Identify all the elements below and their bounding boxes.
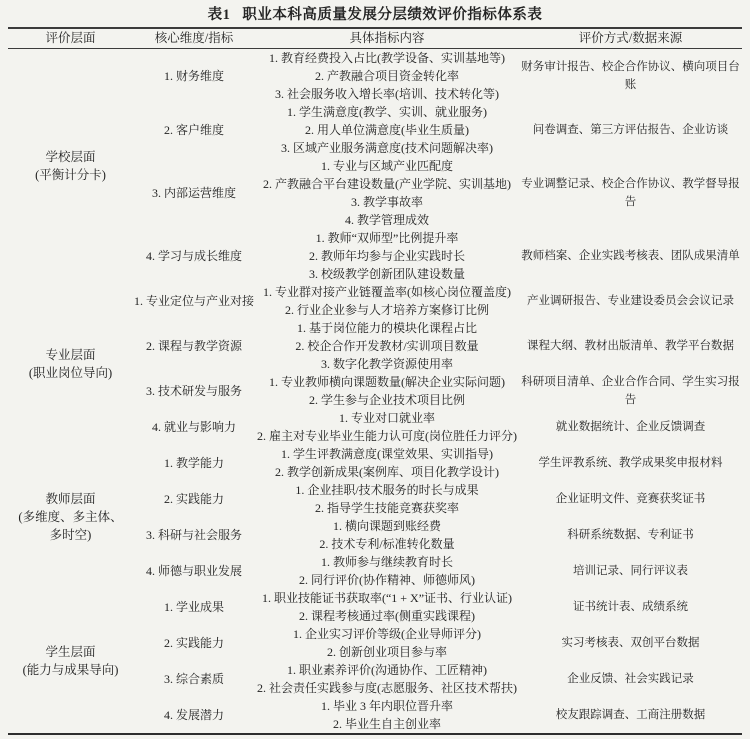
indicator-line: 1. 教育经费投入占比(教学设备、实训基地等)	[269, 51, 505, 65]
dimension-cell	[133, 49, 255, 104]
evaluation-level-line: (多维度、多主体、	[18, 510, 123, 524]
dimension-label: 2. 课程与教学资源	[145, 339, 242, 353]
indicator-line: 1. 教师参与继续教育时长	[320, 555, 453, 569]
dimension-cell	[133, 697, 255, 734]
dimension-label: 3. 内部运营维度	[151, 186, 236, 200]
source-cell	[519, 319, 742, 373]
dimension-cell	[133, 319, 255, 373]
evaluation-level-line: 多时空)	[49, 528, 92, 542]
indicator-line: 1. 专业群对接产业链覆盖率(如核心岗位覆盖度)	[263, 285, 511, 299]
indicator-line: 2. 学生参与企业技术项目比例	[308, 393, 465, 407]
indicators-cell	[255, 445, 519, 481]
table-row	[8, 283, 742, 319]
source-cell	[519, 445, 742, 481]
indicators-cell	[255, 283, 519, 319]
indicator-line: 2. 社会责任实践参与度(志愿服务、社区技术帮扶)	[257, 681, 517, 695]
source-cell	[519, 481, 742, 517]
source-text: 科研系统数据、专利证书	[567, 529, 694, 541]
dimension-label: 1. 财务维度	[163, 69, 224, 83]
dimension-cell	[133, 103, 255, 157]
source-cell	[519, 553, 742, 589]
dimension-cell	[133, 589, 255, 625]
table-title-text: 职业本科高质量发展分层绩效评价指标体系表	[242, 7, 543, 23]
indicator-line: 1. 企业实习评价等级(企业导师评分)	[293, 627, 481, 641]
source-text: 产业调研报告、专业建设委员会会议记录	[527, 295, 734, 307]
evaluation-level-line: 学校层面	[45, 150, 96, 164]
evaluation-level-line: 专业层面	[45, 348, 96, 362]
evaluation-level-cell	[8, 589, 133, 734]
indicators-cell	[255, 661, 519, 697]
indicator-line: 1. 学生评教满意度(课堂效果、实训指导)	[281, 447, 493, 461]
evaluation-level-cell	[8, 49, 133, 284]
source-cell	[519, 49, 742, 104]
indicators-cell	[255, 409, 519, 445]
table-body	[8, 49, 742, 735]
indicator-line: 2. 产教融合平台建设数量(产业学院、实训基地)	[263, 177, 511, 191]
table-header	[8, 28, 742, 49]
source-text: 企业反馈、社会实践记录	[567, 673, 694, 685]
source-text: 专业调整记录、校企合作协议、教学督导报告	[521, 178, 740, 208]
indicators-cell	[255, 517, 519, 553]
indicators-cell	[255, 49, 519, 104]
indicator-line: 2. 技术专利/标准转化数量	[319, 537, 455, 551]
indicator-line: 2. 行业企业参与人才培养方案修订比例	[284, 303, 489, 317]
indicator-line: 2. 教师年均参与企业实践时长	[308, 249, 465, 263]
source-text: 科研项目清单、企业合作合同、学生实习报告	[521, 376, 740, 406]
indicator-line: 1. 横向课题到账经费	[332, 519, 441, 533]
indicators-cell	[255, 157, 519, 229]
source-text: 财务审计报告、校企合作协议、横向项目台账	[521, 61, 740, 91]
dimension-cell	[133, 157, 255, 229]
indicator-line: 2. 同行评价(协作精神、师德师风)	[299, 573, 475, 587]
dimension-label: 1. 专业定位与产业对接	[133, 294, 254, 308]
dimension-label: 4. 学习与成长维度	[145, 249, 242, 263]
indicator-line: 1. 基于岗位能力的模块化课程占比	[296, 321, 477, 335]
dimension-cell	[133, 373, 255, 409]
indicator-table	[8, 27, 742, 735]
dimension-label: 2. 客户维度	[163, 123, 224, 137]
indicators-cell	[255, 625, 519, 661]
indicator-line: 2. 校企合作开发教材/实训项目数量	[295, 339, 479, 353]
indicator-line: 3. 社会服务收入增长率(培训、技术转化等)	[275, 87, 499, 101]
indicator-line: 2. 产教融合项目资金转化率	[314, 69, 459, 83]
source-cell	[519, 697, 742, 734]
source-cell	[519, 589, 742, 625]
header-core-dimension: 核心维度/指标	[133, 28, 255, 49]
indicator-line: 1. 职业素养评价(沟通协作、工匠精神)	[287, 663, 487, 677]
indicator-line: 1. 毕业 3 年内职位晋升率	[320, 699, 453, 713]
source-text: 问卷调查、第三方评估报告、企业访谈	[532, 124, 729, 136]
evaluation-level-line: (职业岗位导向)	[28, 366, 113, 380]
dimension-label: 2. 实践能力	[163, 492, 224, 506]
source-text: 实习考核表、双创平台数据	[561, 637, 700, 649]
dimension-cell	[133, 445, 255, 481]
indicators-cell	[255, 589, 519, 625]
source-text: 证书统计表、成绩系统	[573, 601, 688, 613]
indicator-line: 3. 数字化教学资源使用率	[320, 357, 453, 371]
source-cell	[519, 661, 742, 697]
dimension-label: 1. 学业成果	[163, 600, 224, 614]
evaluation-level-line: 学生层面	[45, 645, 96, 659]
indicators-cell	[255, 553, 519, 589]
source-cell	[519, 229, 742, 283]
source-cell	[519, 625, 742, 661]
source-cell	[519, 103, 742, 157]
dimension-label: 1. 教学能力	[163, 456, 224, 470]
table-number: 表1	[207, 7, 231, 23]
indicator-line: 2. 课程考核通过率(侧重实践课程)	[299, 609, 475, 623]
table-title	[8, 0, 742, 27]
indicator-line: 1. 职业技能证书获取率(“1 + X”证书、行业认证)	[261, 591, 513, 605]
dimension-label: 2. 实践能力	[163, 636, 224, 650]
dimension-label: 4. 师德与职业发展	[145, 564, 242, 578]
source-cell	[519, 373, 742, 409]
indicators-cell	[255, 373, 519, 409]
dimension-cell	[133, 409, 255, 445]
indicator-line: 4. 教学管理成效	[344, 213, 429, 227]
dimension-label: 4. 就业与影响力	[151, 420, 236, 434]
source-text: 就业数据统计、企业反馈调查	[555, 421, 706, 433]
dimension-label: 3. 综合素质	[163, 672, 224, 686]
source-cell	[519, 157, 742, 229]
source-text: 教师档案、企业实践考核表、团队成果清单	[521, 250, 740, 262]
source-cell	[519, 283, 742, 319]
evaluation-level-line: (平衡计分卡)	[35, 168, 106, 182]
table-row	[8, 445, 742, 481]
dimension-cell	[133, 229, 255, 283]
dimension-label: 3. 科研与社会服务	[145, 528, 242, 542]
dimension-label: 4. 发展潜力	[163, 708, 224, 722]
indicator-line: 1. 专业对口就业率	[338, 411, 435, 425]
indicator-line: 3. 区域产业服务满意度(技术问题解决率)	[281, 141, 493, 155]
source-text: 校友跟踪调查、工商注册数据	[555, 709, 706, 721]
source-text: 企业证明文件、竞赛获奖证书	[555, 493, 706, 505]
indicator-line: 1. 企业挂职/技术服务的时长与成果	[295, 483, 479, 497]
dimension-cell	[133, 481, 255, 517]
indicators-cell	[255, 697, 519, 734]
indicator-line: 2. 用人单位满意度(毕业生质量)	[305, 123, 469, 137]
indicators-cell	[255, 229, 519, 283]
indicator-line: 2. 创新创业项目参与率	[326, 645, 447, 659]
source-text: 学生评教系统、教学成果奖申报材料	[538, 457, 723, 469]
indicators-cell	[255, 103, 519, 157]
indicator-line: 2. 指导学生技能竞赛获奖率	[314, 501, 459, 515]
indicator-line: 3. 校级教学创新团队建设数量	[308, 267, 465, 281]
indicators-cell	[255, 481, 519, 517]
indicator-line: 1. 专业教师横向课题数量(解决企业实际问题)	[269, 375, 505, 389]
dimension-cell	[133, 283, 255, 319]
indicator-line: 2. 毕业生自主创业率	[332, 717, 441, 731]
indicator-line: 3. 教学事故率	[350, 195, 423, 209]
evaluation-level-line: 教师层面	[45, 492, 96, 506]
indicator-line: 1. 学生满意度(教学、实训、就业服务)	[287, 105, 487, 119]
dimension-cell	[133, 517, 255, 553]
table-row	[8, 589, 742, 625]
source-cell	[519, 409, 742, 445]
dimension-cell	[133, 661, 255, 697]
indicator-line: 2. 雇主对专业毕业生能力认可度(岗位胜任力评分)	[257, 429, 517, 443]
dimension-label: 3. 技术研发与服务	[145, 384, 242, 398]
source-text: 课程大纲、教材出版清单、教学平台数据	[527, 340, 734, 352]
header-method-source: 评价方式/数据来源	[519, 28, 742, 49]
evaluation-level-line: (能力与成果导向)	[22, 663, 119, 677]
dimension-cell	[133, 553, 255, 589]
table-row	[8, 49, 742, 104]
indicator-line: 1. 教师“双师型”比例提升率	[315, 231, 459, 245]
source-cell	[519, 517, 742, 553]
header-evaluation-level: 评价层面	[8, 28, 133, 49]
source-text: 培训记录、同行评议表	[573, 565, 688, 577]
indicator-line: 1. 专业与区域产业匹配度	[320, 159, 453, 173]
indicators-cell	[255, 319, 519, 373]
evaluation-level-cell	[8, 445, 133, 589]
dimension-cell	[133, 625, 255, 661]
indicator-line: 2. 教学创新成果(案例库、项目化教学设计)	[275, 465, 499, 479]
header-row	[8, 28, 742, 49]
evaluation-level-cell	[8, 283, 133, 445]
header-indicator-content: 具体指标内容	[255, 28, 519, 49]
